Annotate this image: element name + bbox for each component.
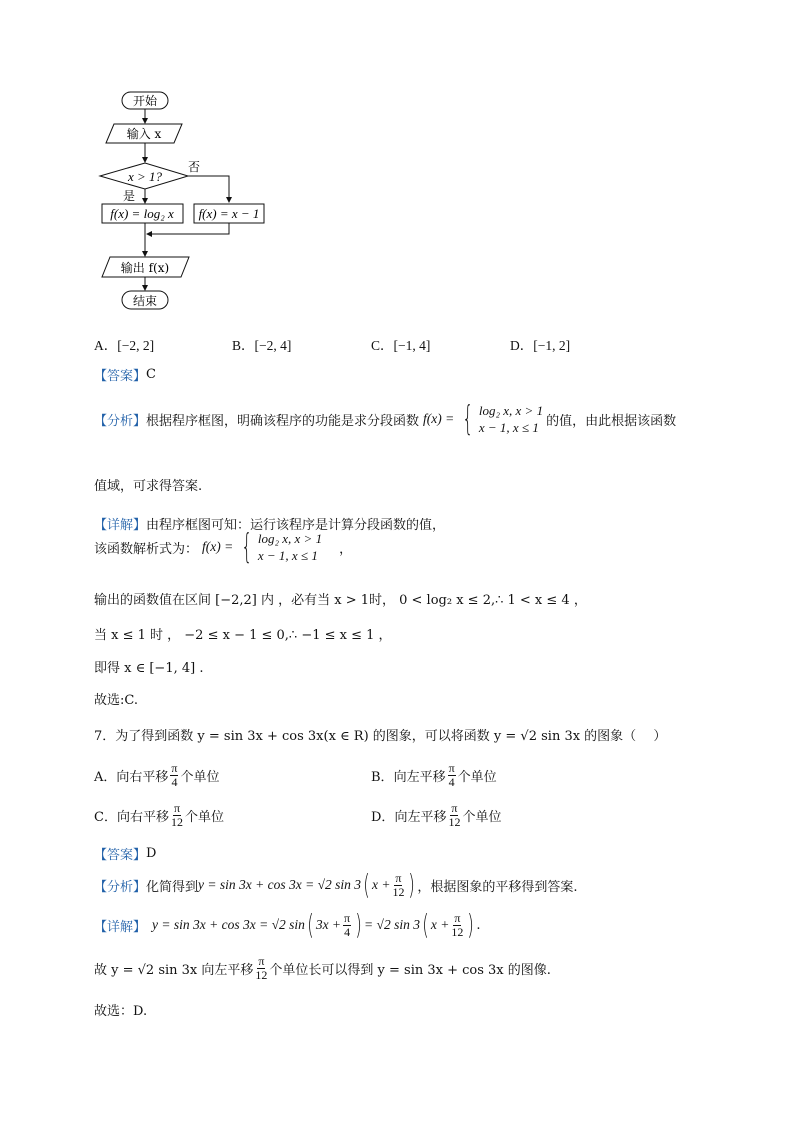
q7-conclusion: 故选：D. — [94, 1004, 148, 1019]
fx-label: f(x) = — [423, 411, 455, 426]
math-expression: = √2 sin 3 — [364, 917, 420, 932]
option-text: 个单位 — [462, 810, 502, 825]
question-7-stem: 7．为了得到函数 y = sin 3x + cos 3x(x ∈ R) 的图象，可以将函数 y = √2 sin 3x 的图象（ ） — [94, 729, 667, 744]
option-text: 向右平移 — [116, 770, 169, 785]
q7-option-b — [371, 762, 497, 789]
fraction: $\frac{\pi}{12}$ — [392, 870, 405, 899]
fraction: $\frac{\pi}{12}$ — [170, 801, 183, 829]
detail-line-5: 即得 x ∈ [−1, 4] . — [94, 661, 204, 676]
analysis-line — [94, 399, 677, 439]
option-text: 个单位 — [180, 770, 220, 785]
q7-option-a — [94, 762, 219, 789]
answer-tag: 【答案】 — [94, 848, 147, 863]
detail-tag: 【详解】 — [94, 919, 147, 935]
detail-text: 由程序框图可知：运行该程序是计算分段函数的值， — [146, 518, 446, 533]
math-expression: x + — [430, 917, 450, 932]
conclusion: 故选:C. — [94, 693, 138, 708]
q7-option-c — [94, 802, 224, 829]
fx-label: f(x) = — [202, 539, 234, 554]
math-expression: y = sin 3x + cos 3x = √2 sin — [152, 917, 305, 932]
q7-detail-line: 【详解】 y = sin 3x + cos 3x = √2 sin ( 3x + $\frac{\pi}{4}$ ) = √2 sin 3 ( x + $\frac{\pi}{12}$ ) . — [94, 908, 481, 941]
detail-line-2 — [94, 527, 353, 567]
fraction: $\frac{\pi}{4}$ — [448, 761, 455, 789]
detail-text: 该函数解析式为： — [94, 541, 199, 557]
end-label: 结束 — [132, 294, 158, 308]
analysis-tag: 【分析】 — [94, 879, 147, 895]
math-expression: y = sin 3x + cos 3x = √2 sin 3 — [198, 877, 362, 892]
q7-answer-line — [94, 844, 156, 863]
fraction: $\frac{\pi}{12}$ — [451, 910, 464, 939]
option-c: C．[−1, 4] — [371, 338, 431, 353]
option-b: B．[−2, 4] — [232, 338, 292, 353]
flowchart — [90, 85, 290, 315]
fraction: $\frac{\pi}{4}$ — [344, 910, 351, 939]
option-a: A．[−2, 2] — [94, 338, 155, 353]
input-label: 输入 x — [126, 127, 162, 141]
option-text: 向左平移 — [393, 770, 446, 785]
no-box-label: f(x) = x − 1 — [198, 206, 260, 221]
option-letter: B． — [371, 770, 394, 785]
piecewise-function: { log₂ x, x > 1 x − 1, x ≤ 1 — [462, 399, 544, 439]
q7-analysis-line: 【分析】 化简得到 y = sin 3x + cos 3x = √2 sin 3 ( x + $\frac{\pi}{12}$ ) ，根据图象的平移得到答案. — [94, 868, 578, 901]
analysis-text: ，根据图象的平移得到答案. — [417, 879, 578, 895]
detail-text: 故 y = √2 sin 3x 向左平移 — [94, 963, 254, 978]
detail-line-3: 输出的函数值在区间 [−2,2] 内 ，必有当 x > 1时， 0 < log₂ x ≤ 2,∴ 1 < x ≤ 4 ， — [94, 593, 587, 608]
option-text: 向右平移 — [116, 810, 169, 825]
answer-tag: 【答案】 — [94, 369, 147, 384]
period: . — [476, 917, 481, 933]
option-text: 向左平移 — [394, 810, 447, 825]
analysis-text-post: 的值，由此根据该函数 — [546, 413, 677, 429]
math-expression: x + — [371, 877, 391, 892]
fraction: $\frac{\pi}{12}$ — [255, 954, 268, 982]
analysis-text: 化简得到 — [146, 879, 199, 895]
option-d: D．[−1, 2] — [510, 338, 571, 353]
option-letter: D． — [371, 810, 395, 825]
detail-text: 个单位长可以得到 y = sin 3x + cos 3x 的图像. — [269, 963, 551, 978]
yes-box-label: f(x) = log₂ x — [110, 206, 174, 221]
case-1: log₂ x, x > 1 — [478, 403, 544, 418]
option-letter: C． — [94, 810, 117, 825]
fraction: $\frac{\pi}{4}$ — [171, 761, 178, 789]
detail-tag: 【详解】 — [94, 518, 147, 533]
option-letter: A． — [94, 770, 117, 785]
option-text: 个单位 — [457, 770, 497, 785]
analysis-line-2: 值域，可求得答案. — [94, 479, 203, 494]
output-label: 输出 f(x) — [120, 261, 170, 275]
condition-label: x > 1? — [127, 169, 163, 184]
analysis-text: 根据程序框图，明确该程序的功能是求分段函数 — [146, 413, 420, 429]
answer-value: C — [146, 367, 156, 382]
option-text: 个单位 — [184, 810, 224, 825]
yes-label: 是 — [123, 189, 136, 203]
detail-text: ， — [339, 541, 353, 557]
no-label: 否 — [188, 160, 201, 174]
piecewise-function: { log₂ x, x > 1 x − 1, x ≤ 1 — [241, 527, 323, 567]
detail-line-4: 当 x ≤ 1 时 ， −2 ≤ x − 1 ≤ 0,∴ −1 ≤ x ≤ 1 ， — [94, 628, 392, 643]
math-expression: 3x + — [315, 917, 342, 932]
answer-value: D — [146, 846, 157, 861]
q7-option-d — [371, 802, 501, 829]
case-2: x − 1, x ≤ 1 — [257, 548, 318, 563]
case-2: x − 1, x ≤ 1 — [478, 420, 539, 435]
analysis-tag: 【分析】 — [94, 413, 147, 429]
q7-detail-line-2 — [94, 955, 551, 982]
case-1: log₂ x, x > 1 — [257, 531, 323, 546]
fraction: $\frac{\pi}{12}$ — [448, 801, 461, 829]
start-label: 开始 — [132, 94, 158, 108]
answer-line — [94, 365, 156, 384]
